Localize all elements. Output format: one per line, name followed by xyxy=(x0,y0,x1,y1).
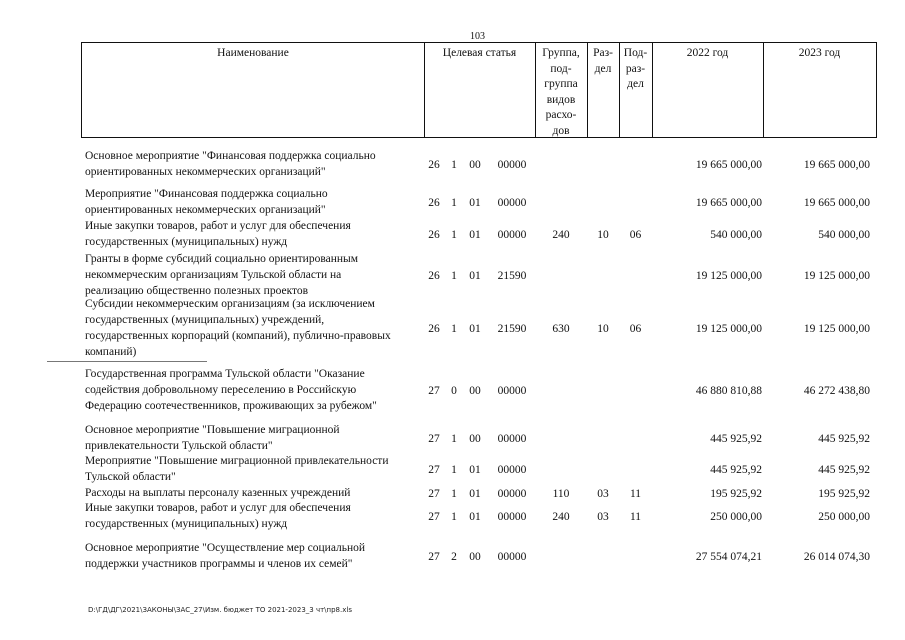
cell-c1: 26 xyxy=(428,159,440,171)
table-row xyxy=(0,218,905,250)
cell-c4: 00000 xyxy=(497,385,527,397)
cell-y2022: 445 925,92 xyxy=(710,433,762,445)
row-name-line: Иные закупки товаров, работ и услуг для обеспечения xyxy=(85,220,351,232)
table-row xyxy=(0,366,905,414)
cell-y2022: 46 880 810,88 xyxy=(695,385,762,397)
row-name xyxy=(85,296,420,360)
cell-c4: 00000 xyxy=(497,488,527,500)
row-name xyxy=(85,251,420,299)
cell-c2: 0 xyxy=(451,385,457,397)
row-name-line: компаний) xyxy=(85,346,137,358)
cell-c3: 01 xyxy=(469,270,481,282)
table-row xyxy=(0,540,905,572)
cell-c1: 27 xyxy=(428,385,440,397)
table-row xyxy=(0,148,905,180)
cell-y2023: 46 272 438,80 xyxy=(803,385,870,397)
table-row xyxy=(0,453,905,485)
cell-c4: 21590 xyxy=(497,270,527,282)
cell-c1: 27 xyxy=(428,551,440,563)
separator-line xyxy=(47,361,207,362)
cell-c1: 26 xyxy=(428,270,440,282)
cell-c2: 1 xyxy=(451,323,457,335)
cell-subsection: 06 xyxy=(629,323,642,335)
table-row xyxy=(0,485,905,501)
header-group: Группа, под- группа видов расхо- дов xyxy=(542,47,580,137)
cell-group: 240 xyxy=(552,229,570,241)
cell-subsection: 06 xyxy=(629,229,642,241)
cell-c3: 00 xyxy=(469,159,481,171)
cell-c2: 1 xyxy=(451,433,457,445)
row-name xyxy=(85,453,420,485)
row-name-line: привлекательности Тульской области" xyxy=(85,440,273,452)
table-row xyxy=(0,500,905,532)
cell-y2023: 19 125 000,00 xyxy=(803,270,870,282)
row-name-line: ориентированных некоммерческих организаций" xyxy=(85,204,326,216)
row-name-line: Основное мероприятие "Финансовая поддержка социально xyxy=(85,150,376,162)
cell-c3: 00 xyxy=(469,433,481,445)
cell-c1: 27 xyxy=(428,433,440,445)
page-number: 103 xyxy=(470,31,485,42)
row-name-line: государственных (муниципальных) нужд xyxy=(85,518,288,530)
cell-subsection: 11 xyxy=(629,511,642,523)
cell-c4: 00000 xyxy=(497,551,527,563)
row-name-line: государственных (муниципальных) нужд xyxy=(85,236,288,248)
cell-section: 10 xyxy=(597,323,609,335)
table-row xyxy=(0,296,905,360)
cell-y2023: 19 125 000,00 xyxy=(803,323,870,335)
cell-c2: 2 xyxy=(451,551,457,563)
row-name-line: Гранты в форме субсидий социально ориентированным xyxy=(85,253,359,265)
cell-y2022: 19 125 000,00 xyxy=(695,270,762,282)
row-name-line: Иные закупки товаров, работ и услуг для обеспечения xyxy=(85,502,351,514)
cell-c4: 21590 xyxy=(497,323,527,335)
cell-c2: 1 xyxy=(451,270,457,282)
row-name xyxy=(85,218,420,250)
cell-group: 240 xyxy=(552,511,570,523)
row-name-line: Мероприятие "Финансовая поддержка социально xyxy=(85,188,328,200)
cell-c1: 27 xyxy=(428,488,440,500)
cell-c2: 1 xyxy=(451,488,457,500)
table-row xyxy=(0,186,905,218)
cell-y2022: 19 665 000,00 xyxy=(695,159,762,171)
cell-c4: 00000 xyxy=(497,159,527,171)
row-name-line: Основное мероприятие "Повышение миграционной xyxy=(85,424,340,436)
cell-c4: 00000 xyxy=(497,464,527,476)
row-name xyxy=(85,485,420,501)
row-name-line: Тульской области" xyxy=(85,471,176,483)
cell-c1: 26 xyxy=(428,323,440,335)
row-name xyxy=(85,366,420,414)
row-name-line: государственных (муниципальных) учреждений, xyxy=(85,314,325,326)
cell-c2: 1 xyxy=(451,197,457,209)
row-name-line: Основное мероприятие "Осуществление мер социальной xyxy=(85,542,366,554)
cell-c3: 01 xyxy=(469,323,481,335)
row-name xyxy=(85,500,420,532)
cell-c2: 1 xyxy=(451,511,457,523)
cell-subsection: 11 xyxy=(629,488,642,500)
header-2022: 2022 год xyxy=(686,47,729,59)
cell-c4: 00000 xyxy=(497,229,527,241)
footer-filepath: D:\ГД\ДГ\2021\ЗАКОНЫ\ЗАС_27\Изм. бюджет ТО 2021-2023_3 чт\пр8.xls xyxy=(88,606,352,614)
table-header xyxy=(81,42,877,138)
row-name-line: содействия добровольному переселению в Российскую xyxy=(85,384,357,396)
cell-c3: 00 xyxy=(469,385,481,397)
cell-c3: 01 xyxy=(469,464,481,476)
header-name: Наименование xyxy=(217,47,289,59)
cell-section: 03 xyxy=(597,511,609,523)
row-name-line: Субсидии некоммерческим организациям (за исключением xyxy=(85,298,375,310)
header-2023: 2023 год xyxy=(798,47,841,59)
cell-c2: 1 xyxy=(451,159,457,171)
cell-c3: 00 xyxy=(469,551,481,563)
cell-y2022: 27 554 074,21 xyxy=(695,551,762,563)
cell-y2022: 250 000,00 xyxy=(710,511,762,523)
cell-c3: 01 xyxy=(469,511,481,523)
row-name-line: Государственная программа Тульской области "Оказание xyxy=(85,368,365,380)
row-name xyxy=(85,186,420,218)
cell-y2023: 19 665 000,00 xyxy=(803,197,870,209)
cell-c4: 00000 xyxy=(497,511,527,523)
cell-c1: 26 xyxy=(428,229,440,241)
row-name-line: поддержки участников программы и членов их семей" xyxy=(85,558,353,570)
cell-y2023: 26 014 074,30 xyxy=(803,551,870,563)
cell-c1: 26 xyxy=(428,197,440,209)
cell-c4: 00000 xyxy=(497,433,527,445)
cell-y2022: 445 925,92 xyxy=(710,464,762,476)
cell-y2023: 540 000,00 xyxy=(818,229,870,241)
header-target: Целевая статья xyxy=(442,47,517,59)
header-subsection: Под- раз- дел xyxy=(623,47,648,90)
cell-y2022: 195 925,92 xyxy=(710,488,762,500)
cell-y2023: 195 925,92 xyxy=(818,488,870,500)
cell-y2022: 19 665 000,00 xyxy=(695,197,762,209)
cell-c3: 01 xyxy=(469,197,481,209)
cell-y2023: 250 000,00 xyxy=(818,511,870,523)
cell-c2: 1 xyxy=(451,229,457,241)
row-name xyxy=(85,422,420,454)
table-row xyxy=(0,251,905,299)
cell-c3: 01 xyxy=(469,229,481,241)
cell-section: 03 xyxy=(597,488,609,500)
cell-y2023: 445 925,92 xyxy=(818,464,870,476)
cell-c3: 01 xyxy=(469,488,481,500)
row-name-line: Федерацию соотечественников, проживающих за рубежом" xyxy=(85,400,377,412)
cell-group: 110 xyxy=(552,488,570,500)
cell-section: 10 xyxy=(597,229,609,241)
row-name-line: некоммерческим организациям Тульской области на xyxy=(85,269,342,281)
cell-c1: 27 xyxy=(428,511,440,523)
cell-y2022: 19 125 000,00 xyxy=(695,323,762,335)
row-name-line: реализацию общественно полезных проектов xyxy=(85,285,309,297)
cell-group: 630 xyxy=(552,323,570,335)
cell-y2023: 19 665 000,00 xyxy=(803,159,870,171)
row-name xyxy=(85,540,420,572)
cell-c4: 00000 xyxy=(497,197,527,209)
table-row xyxy=(0,422,905,454)
row-name xyxy=(85,148,420,180)
cell-c1: 27 xyxy=(428,464,440,476)
row-name-line: ориентированных некоммерческих организаций" xyxy=(85,166,326,178)
row-name-line: Расходы на выплаты персоналу казенных учреждений xyxy=(85,487,351,499)
header-section: Раз- дел xyxy=(593,47,613,75)
row-name-line: Мероприятие "Повышение миграционной привлекательности xyxy=(85,455,389,467)
row-name-line: государственных корпораций (компаний), публично-правовых xyxy=(85,330,391,342)
cell-c2: 1 xyxy=(451,464,457,476)
cell-y2022: 540 000,00 xyxy=(710,229,762,241)
cell-y2023: 445 925,92 xyxy=(818,433,870,445)
